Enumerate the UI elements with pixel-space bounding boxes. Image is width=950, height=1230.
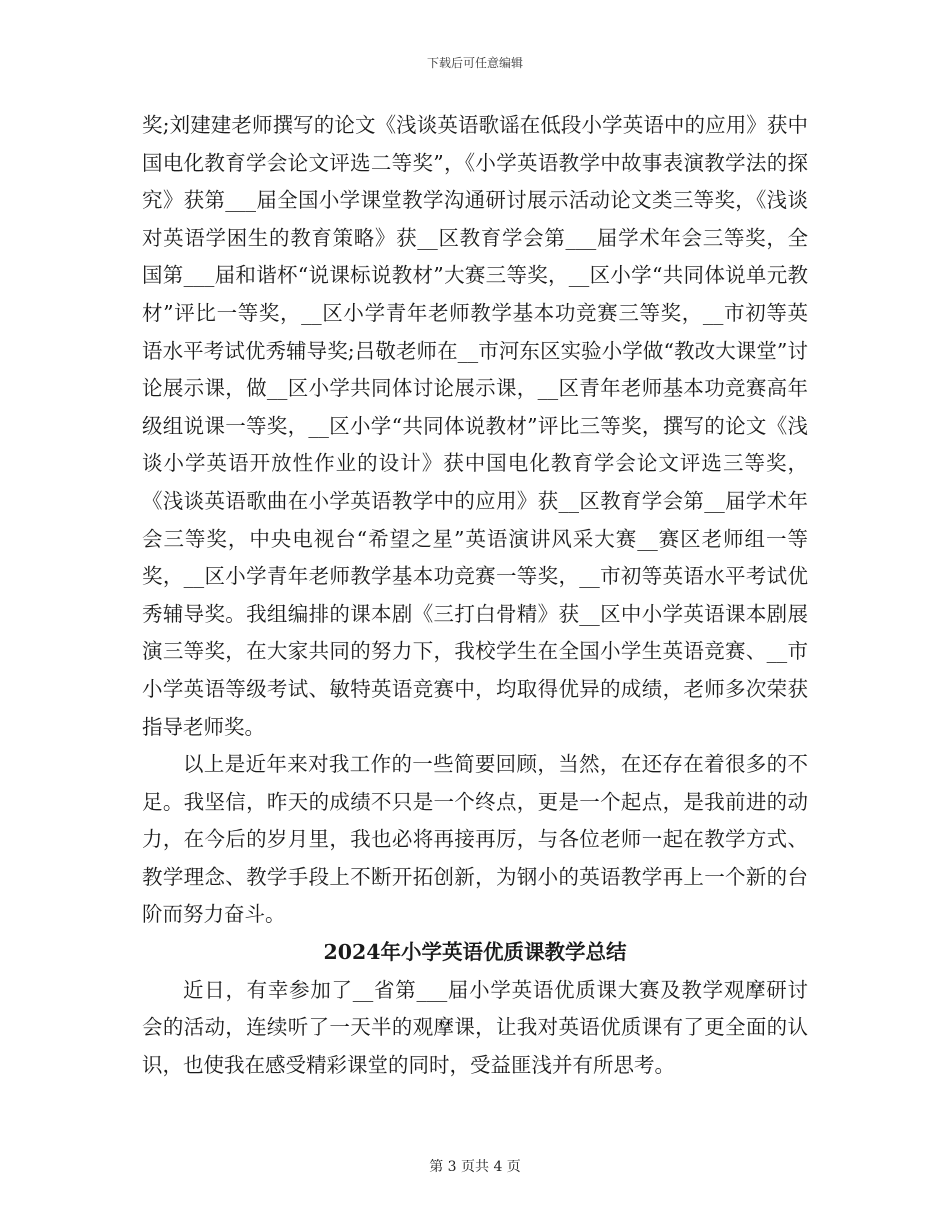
- page-header: 下载后可任意编辑: [426, 56, 523, 70]
- paragraph-intro: 近日，有幸参加了__省第___届小学英语优质课大赛及教学观摩研讨会的活动，连续听了一天半的观摩课，让我对英语优质课有了更全面的认识，也使我在感受精彩课堂的同时，受益匪浅并有所思考。: [142, 977, 808, 1077]
- paragraph-summary: 以上是近年来对我工作的一些简要回顾，当然，在还存在着很多的不足。我坚信，昨天的成绩不只是一个终点，更是一个起点，是我前进的动力，在今后的岁月里，我也必将再接再厉，与各位老师一起在教学方式、教学理念、教学手段上不断开拓创新，为钢小的英语教学再上一个新的台阶而努力奋斗。: [142, 752, 808, 927]
- document-body: [142, 107, 808, 1084]
- page-number: 第 3 页共 4 页: [429, 1159, 521, 1175]
- section-heading: 2024年小学英语优质课教学总结: [323, 940, 627, 965]
- paragraph-awards: 奖;刘建建老师撰写的论文《浅谈英语歌谣在低段小学英语中的应用》获中国电化教育学会论文评选二等奖”，《小学英语教学中故事表演教学法的探究》获第___届全国小学课堂教学沟通研讨展示活动论文类三等奖，《浅谈对英语学困生的教育策略》获__区教育学会第___届学术年会三等奖，全国第___届和谐杯“说课标说教材”大赛三等奖，__区小学“共同体说单元教材”评比一等奖，__区小学青年老师教学基本功竞赛三等奖，__市初等英语水平考试优秀辅导奖;吕敬老师在__市河东区实验小学做“教改大课堂”讨论展示课，做__区小学共同体讨论展示课，__区青年老师基本功竞赛高年级组说课一等奖，__区小学“共同体说教材”评比三等奖，撰写的论文《浅谈小学英语开放性作业的设计》获中国电化教育学会论文评选三等奖，《浅谈英语歌曲在小学英语教学中的应用》获__区教育学会第__届学术年会三等奖，中央电视台“希望之星”英语演讲风采大赛__赛区老师组一等奖，__区小学青年老师教学基本功竞赛一等奖，__市初等英语水平考试优秀辅导奖。我组编排的课本剧《三打白骨精》获__区中小学英语课本剧展演三等奖，在大家共同的努力下，我校学生在全国小学生英语竞赛、__市小学英语等级考试、敏特英语竞赛中，均取得优异的成绩，老师多次荣获指导老师奖。: [142, 113, 808, 739]
